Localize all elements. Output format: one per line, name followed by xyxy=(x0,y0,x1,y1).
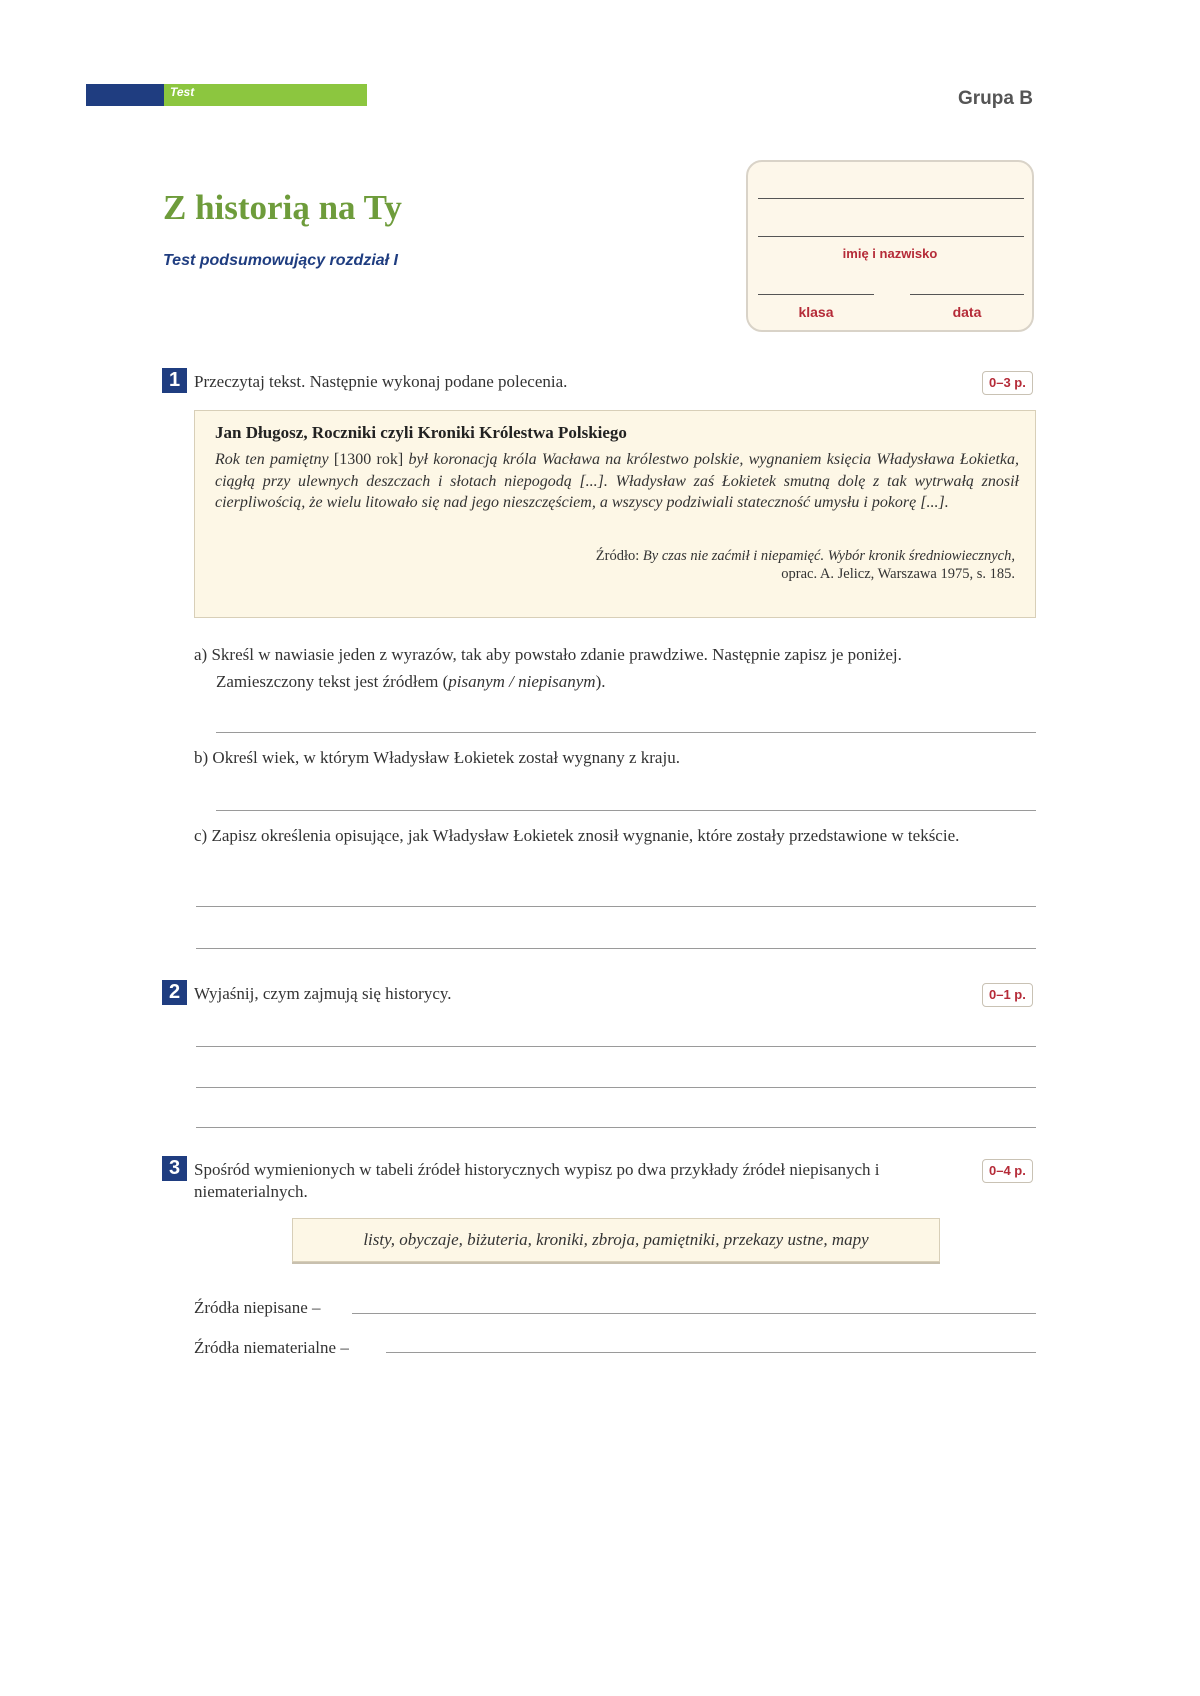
question-a-sentence xyxy=(216,668,606,695)
answer-line-a[interactable] xyxy=(216,732,1036,733)
date-label: data xyxy=(952,304,982,320)
name-label: imię i nazwisko xyxy=(842,246,938,261)
task-1-points: 0–3 p. xyxy=(982,371,1033,395)
source-box xyxy=(194,410,1036,618)
question-b: b) Określ wiek, w którym Władysław Łokietek został wygnany z kraju. xyxy=(194,748,680,767)
task-2-points: 0–1 p. xyxy=(982,983,1033,1007)
unwritten-sources-line[interactable] xyxy=(352,1313,1036,1314)
class-label: klasa xyxy=(798,304,834,320)
band-label: Test xyxy=(170,85,195,99)
intangible-sources-line[interactable] xyxy=(386,1352,1036,1353)
question-a: a) Skreśl w nawiasie jeden z wyrazów, tak aby powstało zdanie prawdziwe. Następnie zapisz je poniżej. xyxy=(194,645,902,664)
task-1-number: 1 xyxy=(162,368,187,393)
task-3-points: 0–4 p. xyxy=(982,1159,1033,1183)
answer-line-c-1[interactable] xyxy=(196,906,1036,907)
page-title: Z historią na Ty xyxy=(163,188,402,227)
source-text-part-3: był koronacją króla Wacława na królestwo polskie, wygnaniem księcia Władysława Łokietka, ciągłą przy ulewnych deszczach i słotach niepogodą [...]. Władysław zaś Łokietek smutną dolę z tak wytrwałą znosił cierpliwością, że wielu litowało się nad jego nieszczęściem, a wszyscy podziwiali stateczność umysłu i pokorę [...]. xyxy=(215,451,1020,511)
answer-line-2-3[interactable] xyxy=(196,1127,1036,1128)
class-line[interactable] xyxy=(758,294,874,295)
student-info-box xyxy=(746,160,1034,332)
source-ref-end: oprac. A. Jelicz, Warszawa 1975, s. 185. xyxy=(781,566,1015,582)
task-3-instruction: Spośród wymienionych w tabeli źródeł historycznych wypisz po dwa przykłady źródeł niepisanych i niematerialnych. xyxy=(194,1160,880,1201)
task-2-number: 2 xyxy=(162,980,187,1005)
group-label: Grupa B xyxy=(958,88,1033,109)
date-line[interactable] xyxy=(910,294,1024,295)
task-3-number: 3 xyxy=(162,1156,187,1181)
name-line-1[interactable] xyxy=(758,198,1024,199)
task-1-instruction: Przeczytaj tekst. Następnie wykonaj podane polecenia. xyxy=(194,372,568,391)
question-c: c) Zapisz określenia opisujące, jak Władysław Łokietek znosił wygnanie, które zostały przedstawione w tekście. xyxy=(194,826,960,845)
answer-line-c-2[interactable] xyxy=(196,948,1036,949)
answer-line-2-1[interactable] xyxy=(196,1046,1036,1047)
source-text xyxy=(215,449,1019,514)
source-reference xyxy=(315,547,1015,583)
source-title: Jan Długosz, Roczniki czyli Kroniki Królestwa Polskiego xyxy=(215,423,627,442)
source-text-part-2: [1300 rok] xyxy=(333,451,404,468)
question-a-options[interactable]: pisanym / niepisanym xyxy=(448,672,596,691)
header-band-green xyxy=(164,84,367,106)
header-band-blue xyxy=(86,84,164,106)
intangible-sources-label: Źródła niematerialne – xyxy=(194,1338,349,1357)
question-a-sentence-start: Zamieszczony tekst jest źródłem ( xyxy=(216,672,449,691)
answer-line-2-2[interactable] xyxy=(196,1087,1036,1088)
source-text-part-1: Rok ten pamiętny xyxy=(215,451,329,468)
question-a-sentence-end: ). xyxy=(595,672,606,691)
source-ref-prefix: Źródło: xyxy=(595,548,640,564)
source-ref-title: By czas nie zaćmił i niepamięć. Wybór kronik średniowiecznych, xyxy=(642,548,1015,564)
answer-line-b[interactable] xyxy=(216,810,1036,811)
source-examples-box: listy, obyczaje, biżuteria, kroniki, zbroja, pamiętniki, przekazy ustne, mapy xyxy=(292,1218,940,1262)
page-subtitle: Test podsumowujący rozdział I xyxy=(163,252,398,269)
task-2-instruction: Wyjaśnij, czym zajmują się historycy. xyxy=(194,984,452,1003)
unwritten-sources-label: Źródła niepisane – xyxy=(194,1298,321,1317)
name-line-2[interactable] xyxy=(758,236,1024,237)
